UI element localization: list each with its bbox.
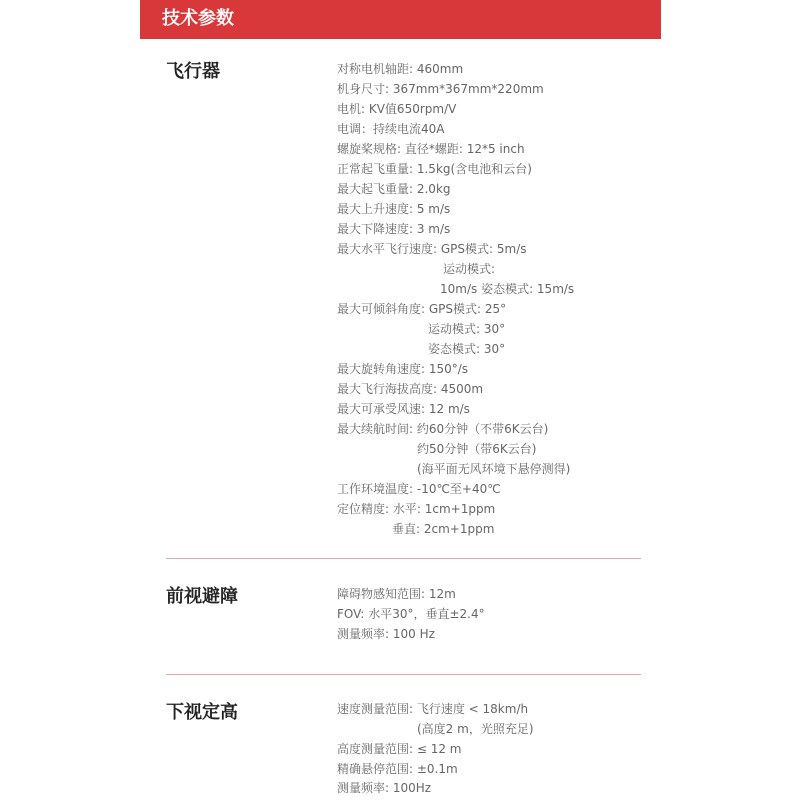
spec-line: 最大旋转角速度: 150°/s (337, 362, 469, 376)
spec-line: FOV: 水平30°，垂直±2.4° (337, 607, 485, 621)
spec-line: 机身尺寸: 367mm*367mm*220mm (337, 82, 544, 96)
section-divider (166, 558, 641, 559)
spec-line: 电调：持续电流40A (337, 122, 445, 136)
spec-line: 工作环境温度: -10℃至+40℃ (337, 482, 501, 496)
spec-line: (海平面无风环境下悬停测得) (417, 462, 571, 476)
spec-line: 测量频率: 100 Hz (337, 627, 435, 641)
page-title: 技术参数 (162, 8, 234, 29)
spec-line: 定位精度: 水平: 1cm+1ppm (337, 502, 496, 516)
spec-line: 最大飞行海拔高度: 4500m (337, 382, 484, 396)
spec-line: 10m/s 姿态模式: 15m/s (440, 282, 575, 296)
spec-line: 电机: KV值650rpm/V (337, 102, 457, 116)
section-title-aircraft: 飞行器 (166, 61, 220, 82)
header-bar (140, 0, 661, 39)
section-divider (166, 674, 641, 675)
spec-line: 精确悬停范围: ±0.1m (337, 762, 458, 776)
spec-line: 对称电机轴距: 460mm (337, 62, 464, 76)
section-title-downward-altitude: 下视定高 (166, 702, 238, 723)
spec-line: 螺旋桨规格: 直径*螺距: 12*5 inch (337, 142, 525, 156)
spec-line: 高度测量范围: ≤ 12 m (337, 742, 462, 756)
spec-line: 运动模式: (443, 262, 496, 276)
spec-line: 最大水平飞行速度: GPS模式: 5m/s (337, 242, 527, 256)
spec-line: 最大上升速度: 5 m/s (337, 202, 451, 216)
spec-line: 约50分钟（带6K云台) (417, 442, 537, 456)
spec-line: 最大续航时间: 约60分钟（不带6K云台) (337, 422, 549, 436)
spec-line: 速度测量范围: 飞行速度 < 18km/h (337, 702, 529, 716)
spec-line: 最大可承受风速: 12 m/s (337, 402, 470, 416)
spec-line: 最大起飞重量: 2.0kg (337, 182, 451, 196)
spec-line: 姿态模式: 30° (428, 342, 506, 356)
spec-line: 最大可倾斜角度: GPS模式: 25° (337, 302, 507, 316)
spec-line: 垂直: 2cm+1ppm (392, 522, 495, 536)
spec-line: 障碍物感知范围: 12m (337, 587, 456, 601)
spec-line: 正常起飞重量: 1.5kg(含电池和云台) (337, 162, 532, 176)
spec-line: 最大下降速度: 3 m/s (337, 222, 451, 236)
section-title-front-obstacle: 前视避障 (166, 586, 238, 607)
spec-line: 运动模式: 30° (428, 322, 506, 336)
spec-line: 测量频率: 100Hz (337, 781, 432, 795)
spec-line: (高度2 m，光照充足) (417, 722, 534, 736)
